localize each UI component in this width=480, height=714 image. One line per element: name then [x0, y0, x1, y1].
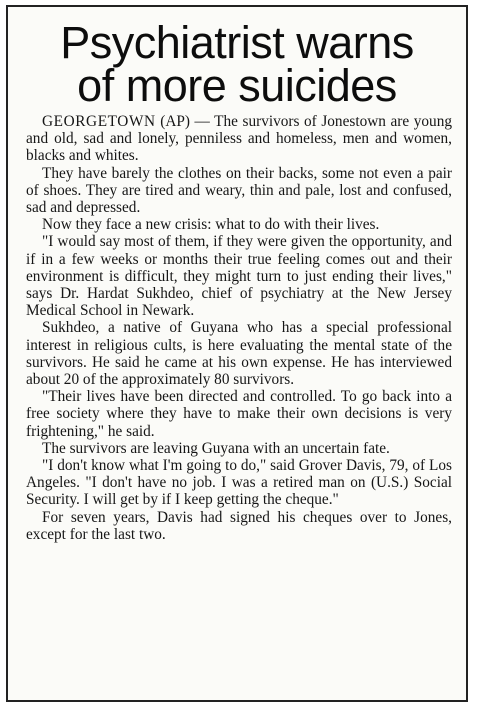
newspaper-clipping: [6, 5, 468, 702]
paragraph-3: Now they face a new crisis: what to do with their lives.: [42, 216, 380, 234]
article-body: [26, 113, 452, 543]
headline-line-1: Psychiatrist warns: [60, 17, 414, 68]
paragraph-9: For seven years, Davis had signed his cheques over to Jones, except for the last two.: [26, 508, 452, 543]
paragraph-1-text: — The survivors of Jonestown are young and old, sad and lonely, penniless and homeless, men and women, blacks and whites.: [26, 113, 452, 165]
paragraph-6: "Their lives have been directed and controlled. To go back into a free society where they have to make their own decisions is very frightening," he said.: [26, 388, 452, 440]
paragraph-1: [26, 113, 452, 165]
headline: [14, 17, 460, 111]
headline-line-2: of more suicides: [77, 60, 397, 111]
paragraph-2: They have barely the clothes on their backs, some not even a pair of shoes. They are tired and weary, thin and pale, lost and confused, sad and depressed.: [26, 164, 452, 217]
paragraph-5: Sukhdeo, a native of Guyana who has a special professional interest in religious cults, is here evaluating the mental state of the survivors. He said he came at his own expense. He has interviewed about 20 of the approximately 80 survivors.: [26, 319, 452, 389]
agency: (AP): [160, 113, 190, 130]
paragraph-7: The survivors are leaving Guyana with an uncertain fate.: [42, 439, 390, 457]
paragraph-4: "I would say most of them, if they were given the opportunity, and if in a few weeks or months their true feeling comes out and their environment is difficult, they might turn to just ending their lives," says Dr. Hardat Sukhdeo, chief of psychiatry at the New Jersey Medical School in Newark.: [26, 233, 452, 320]
dateline: GEORGETOWN: [42, 113, 156, 130]
paragraph-8: "I don't know what I'm going to do," said Grover Davis, 79, of Los Angeles. "I don't have no job. I was a retired man on (U.S.) Social Security. I will get by if I keep getting the cheque.": [26, 457, 452, 509]
